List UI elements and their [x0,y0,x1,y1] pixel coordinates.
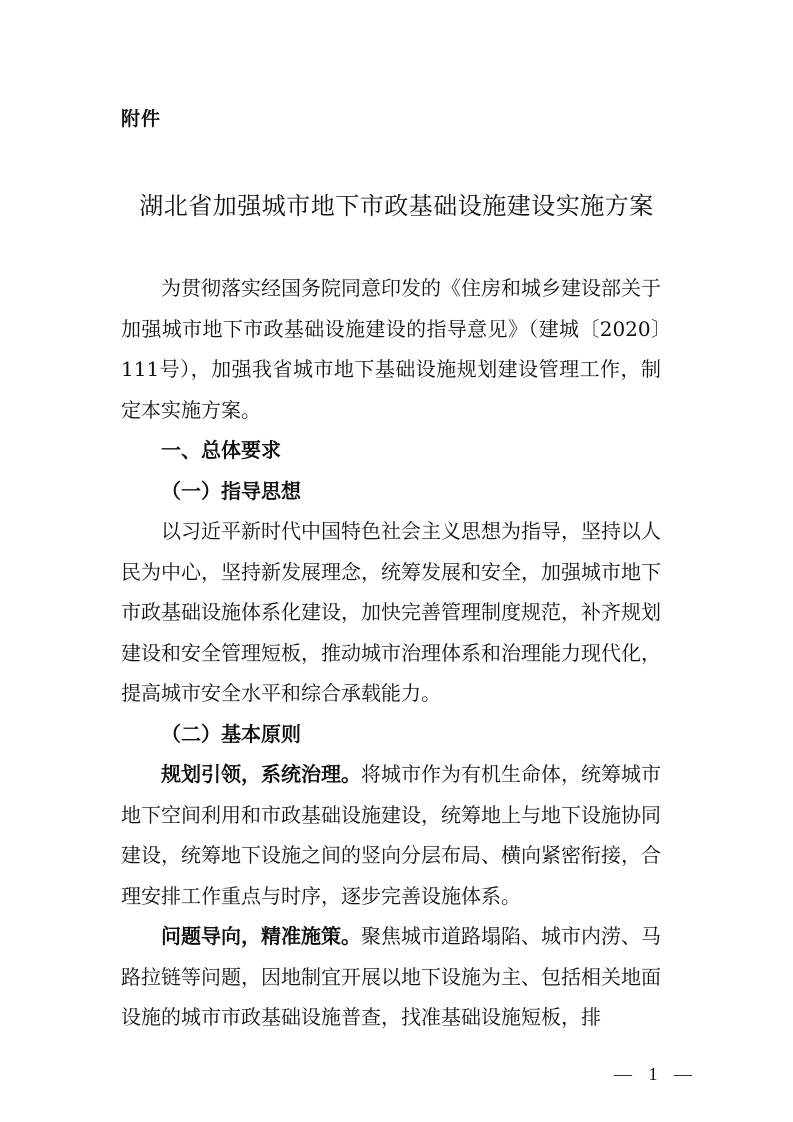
document-body [121,268,661,1038]
principle-2-paragraph [121,916,661,1038]
document-title: 湖北省加强城市地下市政基础设施建设实施方案 [139,192,654,220]
page-number: — 1 — [614,1064,698,1084]
guiding-ideology-paragraph: 以习近平新时代中国特色社会主义思想为指导，坚持以人民为中心，坚持新发展理念，统筹发展和安全，加强城市地下市政基础设施体系化建设，加快完善管理制度规范，补齐规划建设和安全管理短板，推动城市治理体系和治理能力现代化，提高城市安全水平和综合承载能力。 [121,519,661,705]
intro-paragraph: 为贯彻落实经国务院同意印发的《住房和城乡建设部关于加强城市地下市政基础设施建设的指导意见》（建城〔2020〕111号），加强我省城市地下基础设施规划建设管理工作，制定本实施方案。 [121,276,661,422]
subsection-heading-2: （二）基本原则 [161,721,301,746]
section-heading-1: 一、总体要求 [161,438,281,462]
principle-2-text: 聚焦城市道路塌陷、城市内涝、马路拉链等问题，因地制宜开展以地下设施为主、包括相关地面设施的城市市政基础设施普查，找准基础设施短板，排 [121,924,661,1029]
principle-1-lead: 规划引领，系统治理。 [161,762,361,786]
principle-1-text: 将城市作为有机生命体，统筹城市地下空间利用和市政基础设施建设，统筹地上与地下设施协同建设，统筹地下设施之间的竖向分层布局、横向紧密衔接，合理安排工作重点与时序，逐步完善设施体系。 [121,762,661,908]
principle-1-paragraph [121,754,661,916]
principle-2-lead: 问题导向，精准施策。 [161,924,361,948]
subsection-heading-1: （一）指导思想 [161,478,301,503]
attachment-label: 附件 [121,108,162,130]
